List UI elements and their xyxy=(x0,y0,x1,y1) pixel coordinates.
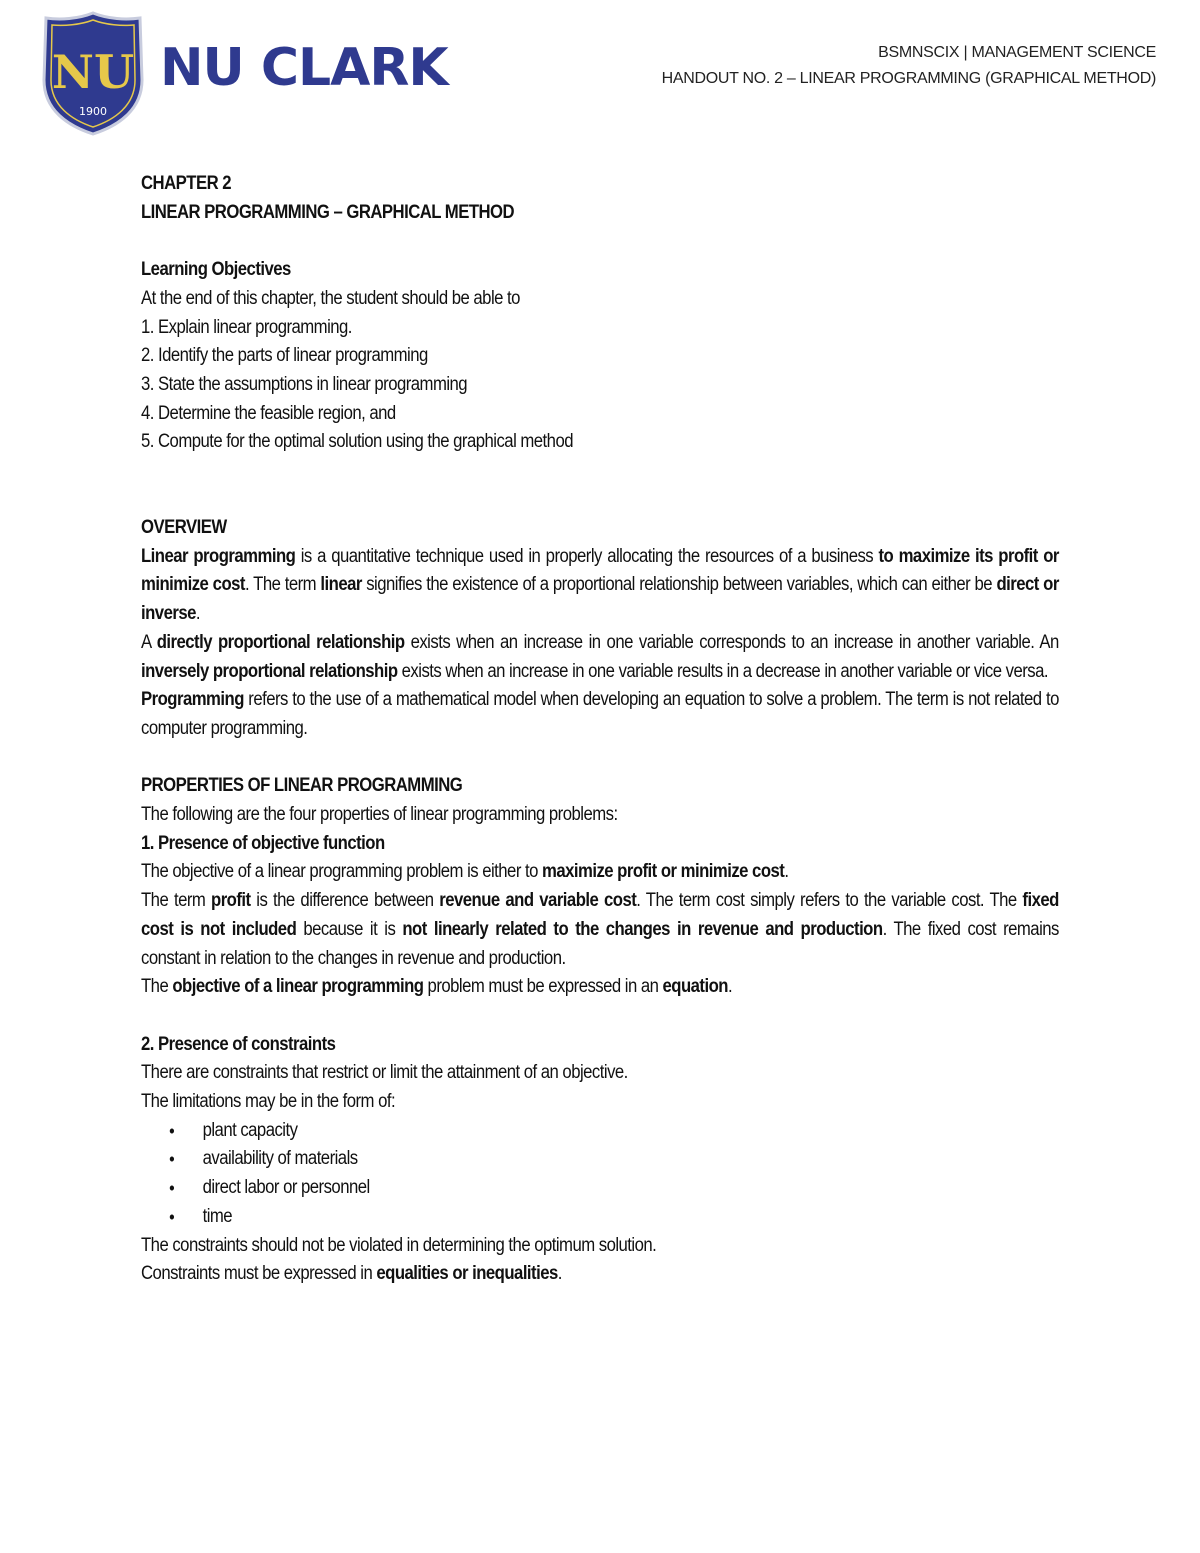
page-header xyxy=(0,0,1200,150)
overview-paragraph: Programming refers to the use of a mathematical model when developing an equation to solve a problem. The term is not related to computer programming. xyxy=(141,689,1059,739)
emphasis-text: equation xyxy=(662,976,728,998)
list-item: • availability of materials xyxy=(203,1145,1059,1174)
emphasis-text: Linear programming xyxy=(141,545,296,567)
property-paragraph: There are constraints that restrict or limit the attainment of an objective. xyxy=(141,1062,628,1084)
overview-paragraph: A directly proportional relationship exists when an increase in one variable corresponds to an increase in another variable. An inversely proportional relationship exists when an increase in one variable results in a decrease in another variable or vice versa. xyxy=(141,631,1059,682)
nu-shield-logo-icon xyxy=(38,10,148,136)
property-paragraph: Constraints must be expressed in equalities or inequalities. xyxy=(141,1263,562,1285)
emphasis-text: equalities or inequalities xyxy=(376,1263,558,1285)
emphasis-text: maximize profit or minimize cost xyxy=(541,861,785,883)
brand-name: NU CLARK xyxy=(160,38,448,98)
objectives-heading: Learning Objectives xyxy=(141,259,291,281)
list-item: • time xyxy=(203,1203,1059,1232)
property-paragraph: The objective of a linear programming problem is either to maximize profit or minimize cost. xyxy=(141,861,789,883)
objective-item: 5. Compute for the optimal solution using the graphical method xyxy=(141,431,573,453)
list-item: • direct labor or personnel xyxy=(203,1174,1059,1203)
emphasis-text: linear xyxy=(320,574,362,596)
emphasis-text: not linearly related to the changes in revenue and production xyxy=(402,918,883,940)
objective-item: 4. Determine the feasible region, and xyxy=(141,402,396,424)
objective-item: 3. State the assumptions in linear programming xyxy=(141,373,468,395)
emphasis-text: to maximize its profit or minimize cost xyxy=(141,545,1059,596)
course-line: BSMNSCIX | MANAGEMENT SCIENCE xyxy=(878,44,1156,61)
emphasis-text: direct or inverse xyxy=(141,574,1059,625)
overview-heading: OVERVIEW xyxy=(141,517,227,539)
constraint-list xyxy=(141,1117,1059,1232)
property-paragraph: The constraints should not be violated in determining the optimum solution. xyxy=(141,1234,657,1256)
chapter-number: CHAPTER 2 xyxy=(141,173,232,194)
overview-paragraph: Linear programming is a quantitative technique used in properly allocating the resources of a business to maximize its profit or minimize cost. The term linear signifies the existence of a proportional relationship between variables, which can either be direct or inverse. xyxy=(141,545,1059,625)
chapter-title: LINEAR PROGRAMMING – GRAPHICAL METHOD xyxy=(141,201,515,223)
document-body xyxy=(141,170,1059,1289)
emphasis-text: revenue and variable cost xyxy=(439,890,637,912)
emphasis-text: profit xyxy=(211,890,251,912)
properties-heading: PROPERTIES OF LINEAR PROGRAMMING xyxy=(141,775,463,797)
objectives-intro: At the end of this chapter, the student should be able to xyxy=(141,287,520,309)
emphasis-text: inversely proportional relationship xyxy=(141,660,398,682)
property-paragraph: The limitations may be in the form of: xyxy=(141,1091,396,1113)
objective-item: 1. Explain linear programming. xyxy=(141,316,352,338)
property-paragraph: The term profit is the difference between revenue and variable cost. The term cost simply refers to the variable cost. The fixed cost is not included because it is not linearly related to the changes in revenue and production. The fixed cost remains constant in relation to the changes in revenue and production. xyxy=(141,890,1059,969)
handout-info xyxy=(662,40,1156,92)
emphasis-text: Programming xyxy=(141,689,244,711)
objective-item: 2. Identify the parts of linear programming xyxy=(141,345,428,367)
property-heading: 2. Presence of constraints xyxy=(141,1033,336,1055)
emphasis-text: fixed cost is not included xyxy=(141,890,1059,940)
handout-line: HANDOUT NO. 2 – LINEAR PROGRAMMING (GRAPHICAL METHOD) xyxy=(661,70,1156,87)
property-paragraph: The objective of a linear programming problem must be expressed in an equation. xyxy=(141,976,733,998)
list-item: • plant capacity xyxy=(203,1117,1059,1146)
emphasis-text: objective of a linear programming xyxy=(172,976,424,998)
properties-intro: The following are the four properties of linear programming problems: xyxy=(141,804,618,826)
svg-text:NU: NU xyxy=(51,45,135,99)
property-heading: 1. Presence of objective function xyxy=(141,832,385,854)
svg-text:1900: 1900 xyxy=(79,105,107,118)
emphasis-text: directly proportional relationship xyxy=(156,631,405,653)
